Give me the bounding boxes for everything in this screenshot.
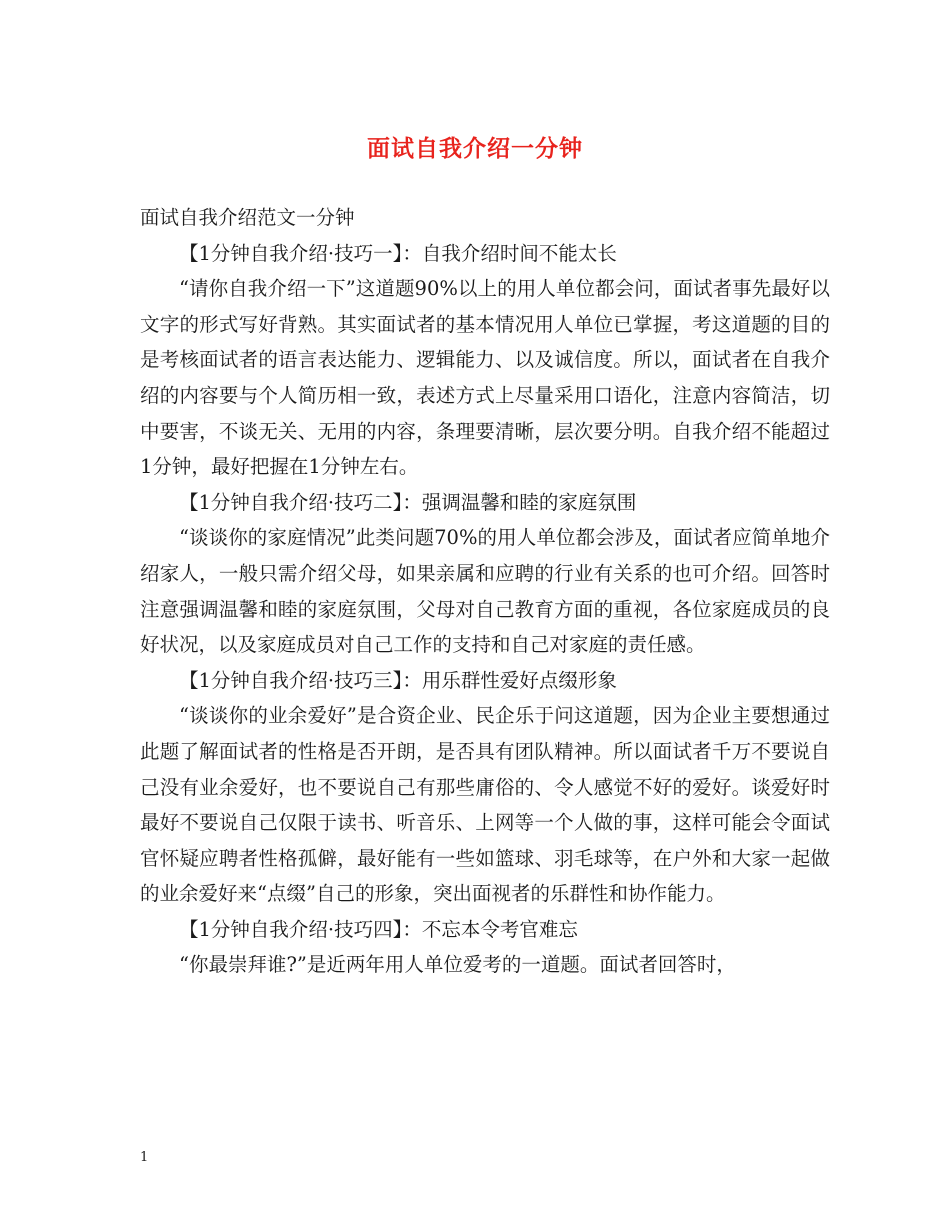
section-heading-tip-4: 【1分钟自我介绍·技巧四】：不忘本令考官难忘 xyxy=(179,917,578,941)
paragraph-tip-2: “谈谈你的家庭情况”此类问题70%的用人单位都会涉及，面试者应简单地介绍家人，一般只需介绍父母，如果亲属和应聘的行业有关系的也可介绍。回答时注意强调温馨和睦的家庭氛围，父母对自己教育方面的重视，各位家庭成员的良好状况，以及家庭成员对自己工作的支持和自己对家庭的责任感。 xyxy=(140,526,830,657)
document-subtitle: 面试自我介绍范文一分钟 xyxy=(140,206,355,229)
paragraph-tip-3: “谈谈你的业余爱好”是合资企业、民企乐于问这道题，因为企业主要想通过此题了解面试者的性格是否开朗，是否具有团队精神。所以面试者千万不要说自己没有业余爱好，也不要说自己有那些庸俗的、令人感觉不好的爱好。谈爱好时最好不要说自己仅限于读书、听音乐、上网等一个人做的事，这样可能会令面试官怀疑应聘者性格孤僻，最好能有一些如篮球、羽毛球等，在户外和大家一起做的业余爱好来“点缀”自己的形象，突出面视者的乐群性和协作能力。 xyxy=(140,704,830,906)
document-body xyxy=(140,200,830,983)
section-heading-tip-1: 【1分钟自我介绍·技巧一】：自我介绍时间不能太长 xyxy=(179,241,617,265)
section-heading-tip-3: 【1分钟自我介绍·技巧三】：用乐群性爱好点缀形象 xyxy=(179,668,617,692)
section-heading-tip-2: 【1分钟自我介绍·技巧二】：强调温馨和睦的家庭氛围 xyxy=(179,490,637,514)
document-title: 面试自我介绍一分钟 xyxy=(367,136,583,162)
page-number: 1 xyxy=(140,1150,149,1165)
paragraph-tip-1: “请你自我介绍一下”这道题90%以上的用人单位都会问，面试者事先最好以文字的形式写好背熟。其实面试者的基本情况用人单位已掌握，考这道题的目的是考核面试者的语言表达能力、逻辑能力、以及诚信度。所以，面试者在自我介绍的内容要与个人简历相一致，表述方式上尽量采用口语化，注意内容简洁，切中要害，不谈无关、无用的内容，条理要清晰，层次要分明。自我介绍不能超过1分钟，最好把握在1分钟左右。 xyxy=(140,277,830,479)
paragraph-tip-4: “你最崇拜谁?”是近两年用人单位爱考的一道题。面试者回答时， xyxy=(179,953,736,977)
